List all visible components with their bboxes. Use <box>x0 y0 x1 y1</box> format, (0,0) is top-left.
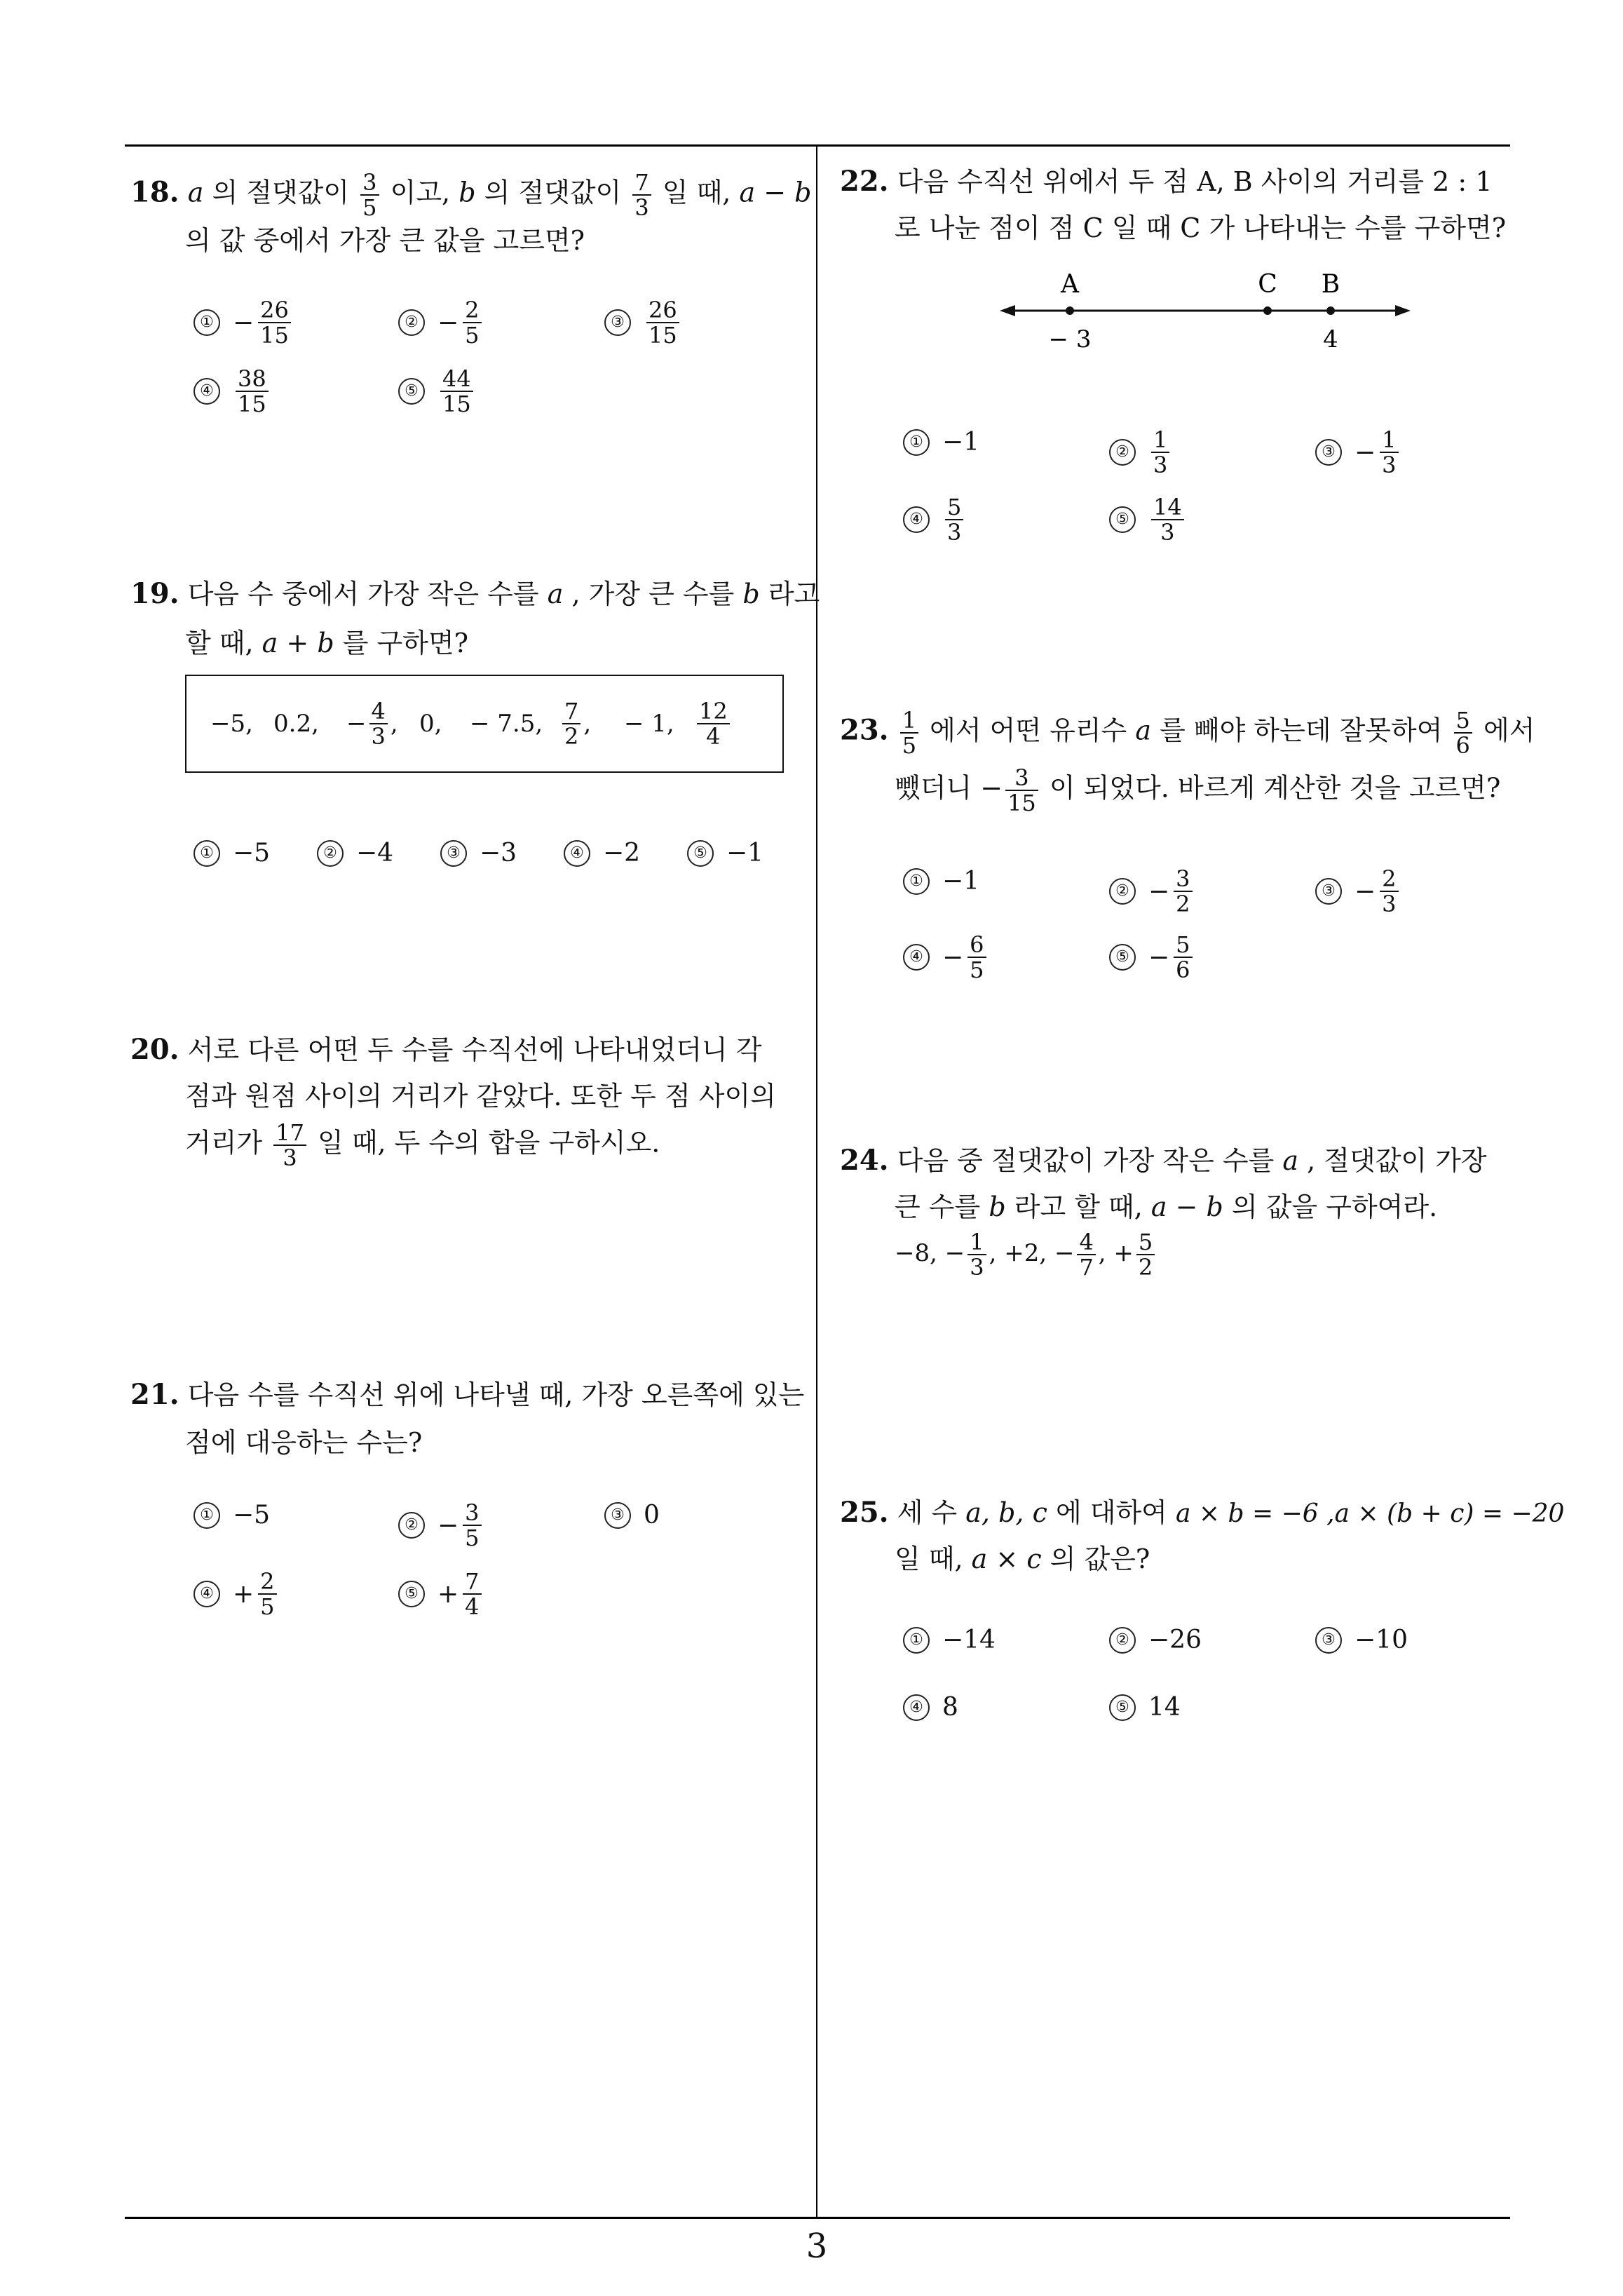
left-arrow-icon <box>1000 305 1015 316</box>
q22-choice-2[interactable]: ② $\frac{1}{3}$ <box>1109 428 1172 477</box>
q20-line2: 점과 원점 사이의 거리가 같았다. 또한 두 점 사이의 <box>185 1081 776 1112</box>
header-rule <box>125 144 1510 147</box>
column-divider <box>816 144 817 2217</box>
q19-line2: 할 때, a + b 를 구하면? <box>185 628 469 659</box>
q18-choice-3[interactable]: ③ $\frac{26}{15}$ <box>604 298 682 347</box>
q25-line1: 25. 세 수 a, b, c 에 대하여 a × b = −6 ,a × (b + c) = −20 <box>840 1496 1565 1529</box>
q24-line2: 큰 수를 b 라고 할 때, a − b 의 값을 구하여라. <box>895 1191 1438 1222</box>
q24-line1: 24. 다음 중 절댓값이 가장 작은 수를 a , 절댓값이 가장 <box>840 1144 1487 1177</box>
tick-label-b: 4 <box>1323 325 1338 353</box>
tick-label-a: − 3 <box>1048 325 1092 353</box>
q18-line1: 18. a 의 절댓값이 $\frac{3}{5}$ 이고, b 의 절댓값이 $\frac{7}{3}$ 일 때, a − b <box>130 169 812 221</box>
footer-rule <box>125 2217 1510 2219</box>
q22-line1: 22. 다음 수직선 위에서 두 점 A, B 사이의 거리를 2 : 1 <box>840 165 1493 198</box>
q25-choice-2[interactable]: ② −26 <box>1109 1626 1202 1654</box>
q19-line1: 19. 다음 수 중에서 가장 작은 수를 a , 가장 큰 수를 b 라고 <box>130 577 820 610</box>
q22-choice-4[interactable]: ④ $\frac{5}{3}$ <box>903 495 966 544</box>
label-c: C <box>1258 270 1277 299</box>
q20-line1: 20. 서로 다른 어떤 두 수를 수직선에 나타내었더니 각 <box>130 1033 762 1066</box>
q23-choice-5[interactable]: ⑤ − $\frac{5}{6}$ <box>1109 933 1195 982</box>
q18-number: 18. <box>130 175 179 209</box>
q21-choice-3[interactable]: ③ 0 <box>604 1501 660 1529</box>
page-number: 3 <box>806 2227 828 2266</box>
q22-line2: 로 나눈 점이 점 C 일 때 C 가 나타내는 수를 구하면? <box>895 212 1507 243</box>
q18-line2: 의 값 중에서 가장 큰 값을 고르면? <box>185 225 585 256</box>
q18-fraction-b: $\frac{7}{3}$ <box>632 170 651 220</box>
q21-choice-4[interactable]: ④ + $\frac{2}{5}$ <box>193 1569 280 1619</box>
right-arrow-icon <box>1395 305 1411 316</box>
q19-choice-1[interactable]: ① −5 <box>193 839 270 867</box>
q19-choice-4[interactable]: ④ −2 <box>564 839 640 867</box>
q21-choice-2[interactable]: ② − $\frac{3}{5}$ <box>398 1501 484 1550</box>
q22-choice-1[interactable]: ① −1 <box>903 428 979 457</box>
q18-choice-4[interactable]: ④ $\frac{38}{15}$ <box>193 367 271 416</box>
q19-choice-2[interactable]: ② −4 <box>317 839 393 867</box>
point-b <box>1326 306 1335 315</box>
q25-choice-5[interactable]: ⑤ 14 <box>1109 1693 1181 1722</box>
q25-choice-1[interactable]: ① −14 <box>903 1626 996 1654</box>
q23-choice-3[interactable]: ③ − $\frac{2}{3}$ <box>1315 867 1401 916</box>
q25-line2: 일 때, a × c 의 값은? <box>895 1544 1150 1574</box>
q21-choice-5[interactable]: ⑤ + $\frac{7}{4}$ <box>398 1569 484 1619</box>
q22-choice-3[interactable]: ③ − $\frac{1}{3}$ <box>1315 428 1401 477</box>
q23-choice-1[interactable]: ① −1 <box>903 867 979 896</box>
q19-choice-3[interactable]: ③ −3 <box>440 839 517 867</box>
q18-choice-5[interactable]: ⑤ $\frac{44}{15}$ <box>398 367 476 416</box>
q20-line3: 거리가 $\frac{17}{3}$ 일 때, 두 수의 합을 구하시오. <box>185 1119 660 1171</box>
label-b: B <box>1321 270 1340 299</box>
q25-choice-4[interactable]: ④ 8 <box>903 1693 958 1722</box>
q19-number-box: −5, 0.2, − $\frac{4}{3}$ , 0, − 7.5, $\frac{7}{2}$ , − 1, $\frac{12}{4}$ <box>185 675 784 773</box>
q21-choice-1[interactable]: ① −5 <box>193 1501 270 1529</box>
q18-choice-1[interactable]: ① − $\frac{26}{15}$ <box>193 298 294 347</box>
label-a: A <box>1061 270 1079 299</box>
q21-line1: 21. 다음 수를 수직선 위에 나타낼 때, 가장 오른쪽에 있는 <box>130 1378 805 1411</box>
point-a <box>1066 306 1074 315</box>
q25-choice-3[interactable]: ③ −10 <box>1315 1626 1408 1654</box>
point-c <box>1263 306 1272 315</box>
q18-choice-2[interactable]: ② − $\frac{2}{5}$ <box>398 298 484 347</box>
q23-line1: 23. $\frac{1}{5}$ 에서 어떤 유리수 a 를 빼야 하는데 잘못하여 $\frac{5}{6}$ 에서 <box>840 707 1535 759</box>
q23-line2: 뺐더니 − $\frac{3}{15}$ 이 되었다. 바르게 계산한 것을 고르면? <box>895 764 1501 816</box>
q23-choice-4[interactable]: ④ − $\frac{6}{5}$ <box>903 933 989 982</box>
q21-line2: 점에 대응하는 수는? <box>185 1427 423 1458</box>
number-line-diagram <box>996 263 1416 358</box>
q24-number-list: −8, − $\frac{1}{3}$ , +2, − $\frac{4}{7}$ , + $\frac{5}{2}$ <box>895 1230 1157 1279</box>
q23-choice-2[interactable]: ② − $\frac{3}{2}$ <box>1109 867 1195 916</box>
q19-choice-5[interactable]: ⑤ −1 <box>687 839 763 867</box>
q18-fraction-a: $\frac{3}{5}$ <box>360 170 379 220</box>
q22-choice-5[interactable]: ⑤ $\frac{14}{3}$ <box>1109 495 1187 544</box>
